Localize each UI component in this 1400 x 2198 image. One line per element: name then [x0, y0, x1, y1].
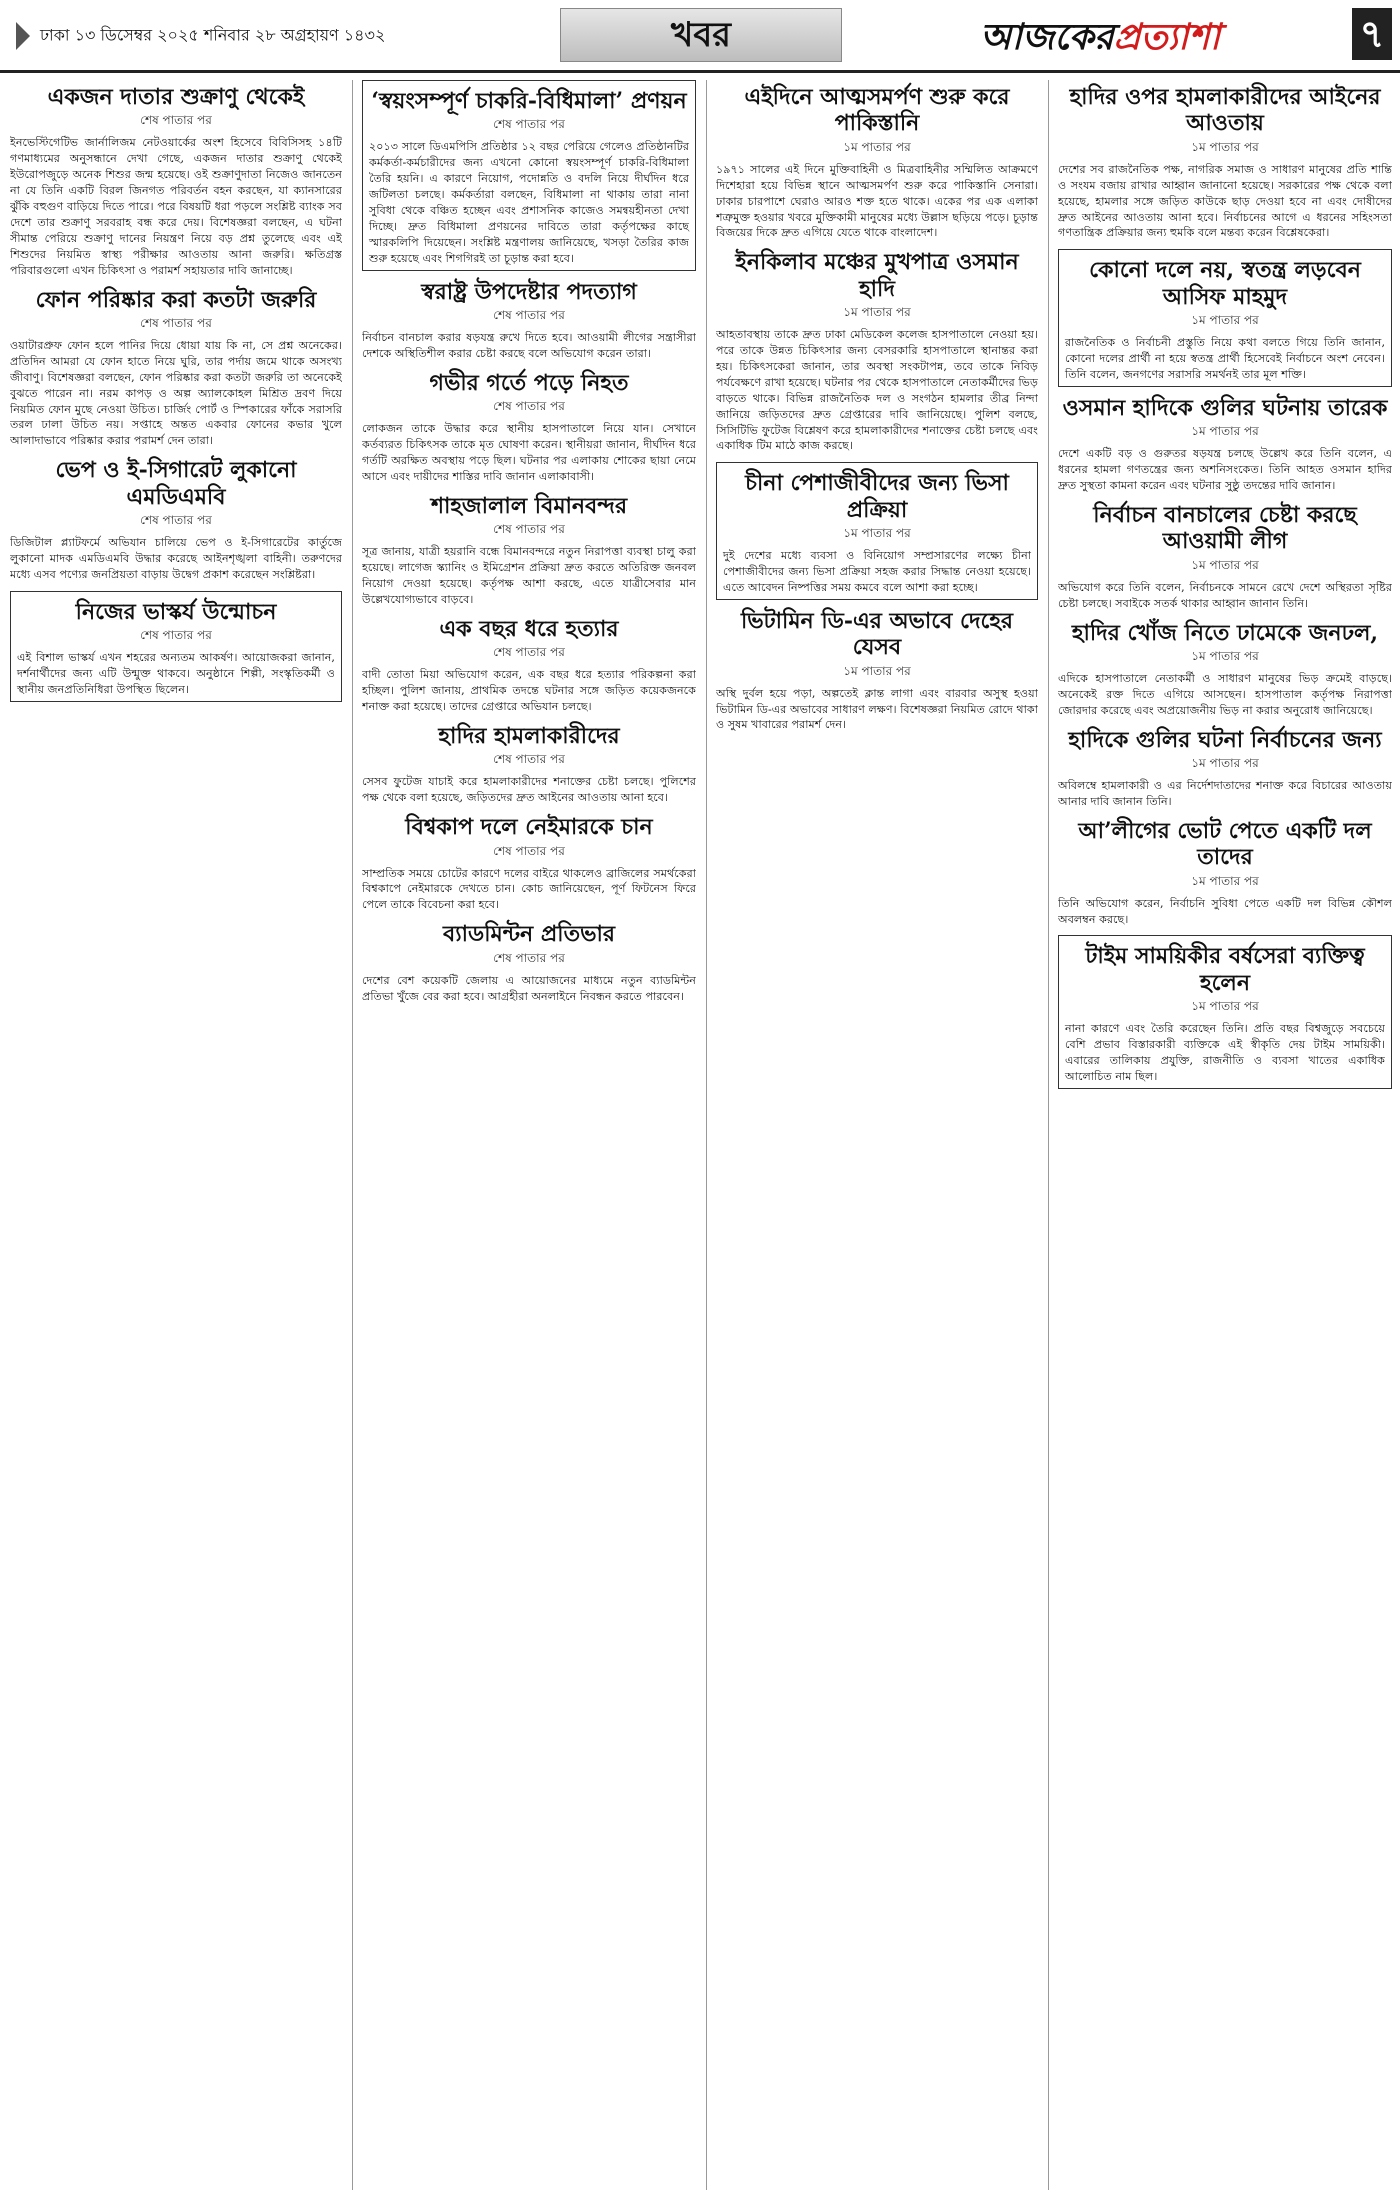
article — [716, 84, 1038, 241]
article-body: এদিকে হাসপাতালে নেতাকর্মী ও সাধারণ মানুষের ভিড় ক্রমেই বাড়ছে। অনেকেই রক্ত দিতে এগিয়ে আসছেন। হাসপাতাল কর্তৃপক্ষ নিরাপত্তা জোরদার করেছে এবং অপ্রয়োজনীয় ভিড় না করার অনুরোধ জানিয়েছে। — [1058, 671, 1392, 717]
article — [1058, 502, 1392, 612]
article-body: অবিলম্বে হামলাকারী ও এর নির্দেশদাতাদের শনাক্ত করে বিচারের আওতায় আনার দাবি জানান তিনি। — [1058, 779, 1392, 808]
continuation-ref: ১ম পাতার পর — [843, 526, 911, 541]
continuation-ref: ১ম পাতার পর — [1191, 313, 1259, 328]
article-body: ডিজিটাল প্ল্যাটফর্মে অভিযান চালিয়ে ভেপ ও ই-সিগারেটের কার্তুজে লুকানো মাদক এমডিএমবি উদ্ধার করেছে আইনশৃঙ্খলা বাহিনী। তরুণদের মধ্যে এসব পণ্যের জনপ্রিয়তা বাড়ায় উদ্বেগ প্রকাশ করেছেন সংশ্লিষ্টরা। — [10, 536, 342, 581]
column-3 — [716, 80, 1038, 2190]
headline: আ’লীগের ভোট পেতে একটি দল তাদের — [1078, 817, 1372, 871]
column-rule — [706, 80, 707, 2190]
headline: স্বরাষ্ট্র উপদেষ্টার পদত্যাগ — [421, 278, 637, 305]
continuation-ref: শেষ পাতার পর — [493, 117, 565, 132]
article — [716, 608, 1038, 734]
continuation-ref: ১ম পাতার পর — [843, 305, 911, 320]
headline: ইনকিলাব মঞ্চের মুখপাত্র ওসমান হাদি — [735, 249, 1019, 302]
continuation-ref: শেষ পাতার পর — [493, 752, 565, 767]
article — [1058, 818, 1392, 928]
article — [716, 462, 1038, 600]
article — [1058, 249, 1392, 387]
article-body: অস্থি দুর্বল হয়ে পড়া, অল্পতেই ক্লান্ত লাগা এবং বারবার অসুস্থ হওয়া ভিটামিন ডি-এর অভাবের সাধারণ লক্ষণ। বিশেষজ্ঞরা নিয়মিত রোদে থাকা ও সুষম খাবারের পরামর্শ দেন। — [716, 686, 1038, 732]
headline: ব্যাডমিন্টন প্রতিভার — [443, 921, 615, 948]
article-body: তিনি অভিযোগ করেন, নির্বাচনি সুবিধা পেতে একটি দল বিভিন্ন কৌশল অবলম্বন করছে। — [1058, 896, 1392, 926]
article-body: দেশের বেশ কয়েকটি জেলায় এ আয়োজনের মাধ্যমে নতুন ব্যাডমিন্টন প্রতিভা খুঁজে বের করা হবে। আগ্রহীরা অনলাইনে নিবন্ধন করতে পারবেন। — [362, 973, 696, 1003]
article-body: আহতাবস্থায় তাকে দ্রুত ঢাকা মেডিকেল কলেজ হাসপাতালে নেওয়া হয়। পরে তাকে উন্নত চিকিৎসার জন্য বেসরকারি হাসপাতালে স্থানান্তর করা হয়। চিকিৎসকেরা জানান, তার অবস্থা সংকটাপন্ন, তবে তাকে নিবিড় পর্যবেক্ষণে রাখা হয়েছে। ঘটনার পর থেকে হাসপাতালে নেতাকর্মীদের ভিড় বাড়তে থাকে। বিভিন্ন রাজনৈতিক দল ও সংগঠন হামলার তীব্র নিন্দা জানিয়ে জড়িতদের দ্রুত গ্রেপ্তারের দাবি জানিয়েছে। পুলিশ বলছে, সিসিটিভি ফুটেজ বিশ্লেষণ করে হামলাকারীদের শনাক্তের চেষ্টা চলছে এবং একাধিক টিম মাঠে কাজ করছে। — [716, 328, 1038, 453]
article — [1058, 620, 1392, 719]
article-body: লোকজন তাকে উদ্ধার করে স্থানীয় হাসপাতালে নিয়ে যান। সেখানে কর্তব্যরত চিকিৎসক তাকে মৃত ঘোষণা করেন। স্থানীয়রা জানান, দীর্ঘদিন ধরে গর্তটি অরক্ষিত অবস্থায় পড়ে ছিল। ঘটনার পর এলাকায় শোকের ছায়া নেমে আসে এবং দায়ীদের শাস্তির দাবি জানান এলাকাবাসী। — [362, 422, 696, 483]
article-body: বাদী তোতা মিয়া অভিযোগ করেন, এক বছর ধরে হত্যার পরিকল্পনা করা হচ্ছিল। পুলিশ জানায়, প্রাথমিক তদন্তে ঘটনার সঙ্গে জড়িত কয়েকজনকে শনাক্ত করা হয়েছে। তাদের গ্রেপ্তারে অভিযান চলছে। — [362, 668, 696, 714]
article-body: এই বিশাল ভাস্কর্য এখন শহরের অন্যতম আকর্ষণ। আয়োজকরা জানান, দর্শনার্থীদের জন্য এটি উন্মুক্ত থাকবে। অনুষ্ঠানে শিল্পী, সংস্কৃতিকর্মী ও স্থানীয় জনপ্রতিনিধিরা উপস্থিত ছিলেন। — [17, 651, 335, 696]
continuation-ref: ১ম পাতার পর — [1191, 648, 1259, 663]
article — [10, 287, 342, 450]
logo-part2: প্রত্যাশা — [1113, 16, 1221, 58]
column-2 — [362, 80, 696, 2190]
article — [362, 616, 696, 715]
headline: ভেপ ও ই-সিগারেট লুকানো এমডিএমবি — [55, 457, 297, 510]
article — [362, 370, 696, 485]
headline: নিজের ভাস্কর্য উন্মোচন — [75, 598, 277, 625]
continuation-ref: শেষ পাতার পর — [493, 399, 565, 414]
article-body: সেসব ফুটেজ যাচাই করে হামলাকারীদের শনাক্তের চেষ্টা চলছে। পুলিশের পক্ষ থেকে বলা হয়েছে, জড়িতদের দ্রুত আইনের আওতায় আনা হবে। — [362, 775, 696, 805]
continuation-ref: শেষ পাতার পর — [493, 645, 565, 660]
newspaper-logo — [980, 10, 1220, 70]
page-arrow-icon — [16, 22, 30, 50]
article — [362, 921, 696, 1004]
continuation-ref: শেষ পাতার পর — [493, 308, 565, 323]
continuation-ref: ১ম পাতার পর — [1191, 873, 1259, 888]
headline: হাদির ওপর হামলাকারীদের আইনের আওতায় — [1069, 84, 1381, 137]
date-line — [16, 22, 385, 50]
headline: গভীর গর্তে পড়ে নিহত — [429, 369, 629, 396]
continuation-ref: শেষ পাতার পর — [493, 843, 565, 858]
article — [362, 723, 696, 806]
continuation-ref: শেষ পাতার পর — [140, 628, 212, 643]
article — [362, 814, 696, 913]
continuation-ref: শেষ পাতার পর — [140, 113, 212, 128]
article-body: রাজনৈতিক ও নির্বাচনী প্রস্তুতি নিয়ে কথা বলতে গিয়ে তিনি জানান, কোনো দলের প্রার্থী না হয়ে স্বতন্ত্র প্রার্থী হিসেবেই নির্বাচনে অংশ নেবেন। তিনি বলেন, জনগণের সরাসরি সমর্থনই তার মূল শক্তি। — [1065, 336, 1385, 381]
article — [10, 591, 342, 702]
headline: ফোন পরিষ্কার করা কতটা জরুরি — [35, 286, 317, 313]
headline: শাহজালাল বিমানবন্দর — [430, 492, 628, 519]
article-body: অভিযোগ করে তিনি বলেন, নির্বাচনকে সামনে রেখে দেশে অস্থিরতা সৃষ্টির চেষ্টা চলছে। সবাইকে সতর্ক থাকার আহ্বান জানান তিনি। — [1058, 580, 1392, 610]
article — [1058, 395, 1392, 494]
column-1 — [10, 80, 342, 2190]
logo-part1: আজকের — [980, 16, 1114, 58]
article-body: নানা কারণে এবং তৈরি করেছেন তিনি। প্রতি বছর বিশ্বজুড়ে সবচেয়ে বেশি প্রভাব বিস্তারকারী ব্যক্তিকে এই স্বীকৃতি দেয় টাইম সাময়িকী। এবারের তালিকায় প্রযুক্তি, রাজনীতি ও ব্যবসা খাতের একাধিক আলোচিত নাম ছিল। — [1065, 1022, 1385, 1083]
article — [10, 457, 342, 583]
headline: হাদিকে গুলির ঘটনা নির্বাচনের জন্য — [1068, 726, 1382, 753]
headline: টাইম সাময়িকীর বর্ষসেরা ব্যক্তিত্ব হলেন — [1085, 943, 1365, 996]
column-rule — [352, 80, 353, 2190]
headline: চীনা পেশাজীবীদের জন্য ভিসা প্রক্রিয়া — [745, 470, 1009, 523]
article-body: ১৯৭১ সালের এই দিনে মুক্তিবাহিনী ও মিত্রবাহিনীর সম্মিলিত আক্রমণে দিশেহারা হয়ে বিভিন্ন স্থানে আত্মসমর্পণ শুরু করে পাকিস্তানি সেনারা। ঢাকার চারপাশে ঘেরাও আরও শক্ত হতে থাকে। একের পর এক এলাকা শত্রুমুক্ত হওয়ার খবরে মুক্তিকামী মানুষের মধ্যে উল্লাস ছড়িয়ে পড়ে। চূড়ান্ত বিজয়ের দিকে দ্রুত এগিয়ে যেতে থাকে বাংলাদেশ। — [716, 162, 1038, 240]
headline: ওসমান হাদিকে গুলির ঘটনায় তারেক — [1062, 394, 1388, 421]
headline: ভিটামিন ডি-এর অভাবে দেহের যেসব — [740, 607, 1014, 661]
article — [10, 84, 342, 279]
continuation-ref: শেষ পাতার পর — [493, 950, 565, 965]
date-text: ঢাকা ১৩ ডিসেম্বর ২০২৫ শনিবার ২৮ অগ্রহায়ণ ১৪৩২ — [40, 25, 386, 45]
article-body: দেশে একটি বড় ও গুরুতর ষড়যন্ত্র চলছে উল্লেখ করে তিনি বলেন, এ ধরনের হামলা গণতন্ত্রের জন্য অশনিসংকেত। তিনি আহত ওসমান হাদির দ্রুত সুস্থতা কামনা করেন এবং ঘটনার সুষ্ঠু তদন্তের দাবি জানান। — [1058, 447, 1392, 493]
article-body: ওয়াটারপ্রুফ ফোন হলে পানির দিয়ে ধোয়া যায় কি না, সে প্রশ্ন অনেকের। প্রতিদিন আমরা যে ফোন হাতে নিয়ে ঘুরি, তার পর্দায় জমে থাকে অসংখ্য জীবাণু। বিশেষজ্ঞরা বলছেন, ফোন পরিষ্কার করা কতটা জরুরি তা অনেকেই বুঝতে পারেন না। নরম কাপড় ও অল্প অ্যালকোহল মিশ্রিত দ্রবণ দিয়ে নিয়মিত ফোন মুছে নেওয়া উচিত। চার্জিং পোর্ট ও স্পিকারের ফাঁকে সরাসরি তরল ঢালা উচিত নয়। সপ্তাহে অন্তত একবার ফোনের কভার খুলে আলাদাভাবে পরিষ্কার করার পরামর্শ দেন তারা। — [10, 338, 342, 448]
article — [716, 249, 1038, 454]
continuation-ref: শেষ পাতার পর — [493, 522, 565, 537]
continuation-ref: ১ম পাতার পর — [1191, 139, 1259, 154]
article-body: সাম্প্রতিক সময়ে চোটের কারণে দলের বাইরে থাকলেও ব্রাজিলের সমর্থকেরা বিশ্বকাপে নেইমারকে দেখতে চান। কোচ জানিয়েছেন, পূর্ণ ফিটনেস ফিরে পেলে তাকে বিবেচনা করা হবে। — [362, 866, 696, 912]
article — [362, 80, 696, 271]
headline: কোনো দলে নয়, স্বতন্ত্র লড়বেন আসিফ মাহমুদ — [1089, 257, 1361, 310]
continuation-ref: ১ম পাতার পর — [1191, 756, 1259, 771]
masthead — [0, 0, 1400, 73]
article — [1058, 727, 1392, 810]
column-4 — [1058, 80, 1392, 2190]
article-body: দেশের সব রাজনৈতিক পক্ষ, নাগরিক সমাজ ও সাধারণ মানুষের প্রতি শান্তি ও সংযম বজায় রাখার আহ্বান জানানো হয়েছে। সরকারের পক্ষ থেকে বলা হয়েছে, হামলার সঙ্গে জড়িত কাউকে ছাড় দেওয়া হবে না এবং দোষীদের দ্রুত আইনের আওতায় আনা হবে। নির্বাচনের আগে এ ধরনের সহিংসতা গণতান্ত্রিক প্রক্রিয়ার জন্য হুমকি বলে মন্তব্য করেন বিশ্লেষকেরা। — [1058, 162, 1392, 240]
continuation-ref: শেষ পাতার পর — [140, 513, 212, 528]
column-rule — [1048, 80, 1049, 2190]
continuation-ref: শেষ পাতার পর — [140, 315, 212, 330]
section-label: খবর — [560, 8, 842, 62]
article — [1058, 935, 1392, 1088]
headline: ‘স্বয়ংসম্পূর্ণ চাকরি-বিধিমালা’ প্রণয়ন — [371, 88, 687, 114]
article-body: ইনভেস্টিগেটিভ জার্নালিজম নেটওয়ার্কের অংশ হিসেবে বিবিসিসহ ১৪টি গণমাধ্যমের অনুসন্ধানে দেখা গেছে, একজন দাতার শুক্রাণু থেকেই ইউরোপজুড়ে অনেক শিশুর জন্ম হয়েছে। ওই শুক্রাণুদাতা নিজেও জানতেন না যে তিনি একটি বিরল জিনগত পরিবর্তন বহন করছেন, যা ক্যানসারের ঝুঁকি বহুগুণ বাড়িয়ে দিতে পারে। পরে বিষয়টি ধরা পড়লে সংশ্লিষ্ট ব্যাংক সব দেশে তার শুক্রাণু সরবরাহ বন্ধ করে দেয়। বিশেষজ্ঞরা বলছেন, এ ঘটনা সীমান্ত পেরিয়ে শুক্রাণু দানের নিয়ন্ত্রণ নিয়ে বড় প্রশ্ন তুলেছে এবং এই শিশুদের নিয়মিত স্বাস্থ্য পরীক্ষার আওতায় আনা জরুরি। ক্ষতিগ্রস্ত পরিবারগুলো এখন চিকিৎসা ও পরামর্শ সহায়তার দাবি জানাচ্ছে। — [10, 136, 342, 277]
headline: এক বছর ধরে হত্যার — [439, 615, 619, 642]
headline: নির্বাচন বানচালের চেষ্টা করছে আওয়ামী লীগ — [1093, 501, 1357, 555]
continuation-ref: ১ম পাতার পর — [843, 139, 911, 154]
article-body: নির্বাচন বানচাল করার ষড়যন্ত্র রুখে দিতে হবে। আওয়ামী লীগের সন্ত্রাসীরা দেশকে অস্থিতিশীল করার চেষ্টা করছে বলে অভিযোগ করেন তারা। — [362, 331, 696, 360]
headline: বিশ্বকাপ দলে নেইমারকে চান — [405, 814, 653, 841]
continuation-ref: ১ম পাতার পর — [1191, 557, 1259, 572]
article — [362, 493, 696, 608]
continuation-ref: ১ম পাতার পর — [1191, 424, 1259, 439]
continuation-ref: ১ম পাতার পর — [843, 663, 911, 678]
headline: এইদিনে আত্মসমর্পণ শুরু করে পাকিস্তানি — [744, 84, 1010, 137]
headline: হাদির হামলাকারীদের — [438, 722, 620, 749]
article-body: ২০১৩ সালে ডিএমপিসি প্রতিষ্ঠার ১২ বছর পেরিয়ে গেলেও প্রতিষ্ঠানটির কর্মকর্তা-কর্মচারীদের জন্য এখনো কোনো স্বয়ংসম্পূর্ণ চাকরি-বিধিমালা তৈরি হয়নি। এ কারণে নিয়োগ, পদোন্নতি ও বদলি নিয়ে দীর্ঘদিন ধরে জটিলতা চলছে। কর্মকর্তারা বলছেন, বিধিমালা না থাকায় তারা নানা সুবিধা থেকে বঞ্চিত হচ্ছেন এবং প্রশাসনিক কাজেও সমন্বয়হীনতা দেখা দিচ্ছে। দ্রুত বিধিমালা প্রণয়নের দাবিতে তারা কর্তৃপক্ষের কাছে স্মারকলিপি দিয়েছেন। সংশ্লিষ্ট মন্ত্রণালয় জানিয়েছে, খসড়া তৈরির কাজ শুরু হয়েছে এবং শিগগিরই তা চূড়ান্ত করা হবে। — [369, 140, 689, 265]
page-number: ৭ — [1352, 8, 1392, 60]
headline: একজন দাতার শুক্রাণু থেকেই — [47, 84, 305, 110]
article-body: সূত্র জানায়, যাত্রী হয়রানি বন্ধে বিমানবন্দরে নতুন নিরাপত্তা ব্যবস্থা চালু করা হয়েছে। লাগেজ স্ক্যানিং ও ইমিগ্রেশন প্রক্রিয়া দ্রুত করতে অতিরিক্ত জনবল নিয়োগ দেওয়া হয়েছে। কর্তৃপক্ষ আশা করছে, এতে যাত্রীসেবার মান উল্লেখযোগ্যভাবে বাড়বে। — [362, 545, 696, 606]
continuation-ref: ১ম পাতার পর — [1191, 999, 1259, 1014]
article — [1058, 84, 1392, 241]
article-body: দুই দেশের মধ্যে ব্যবসা ও বিনিয়োগ সম্প্রসারণের লক্ষ্যে চীনা পেশাজীবীদের জন্য ভিসা প্রক্রিয়া সহজ করার সিদ্ধান্ত নেওয়া হয়েছে। এতে আবেদন নিষ্পত্তির সময় কমবে বলে আশা করা হচ্ছে। — [723, 549, 1031, 594]
article — [362, 279, 696, 362]
headline: হাদির খোঁজ নিতে ঢামেকে জনঢল, — [1071, 619, 1379, 646]
